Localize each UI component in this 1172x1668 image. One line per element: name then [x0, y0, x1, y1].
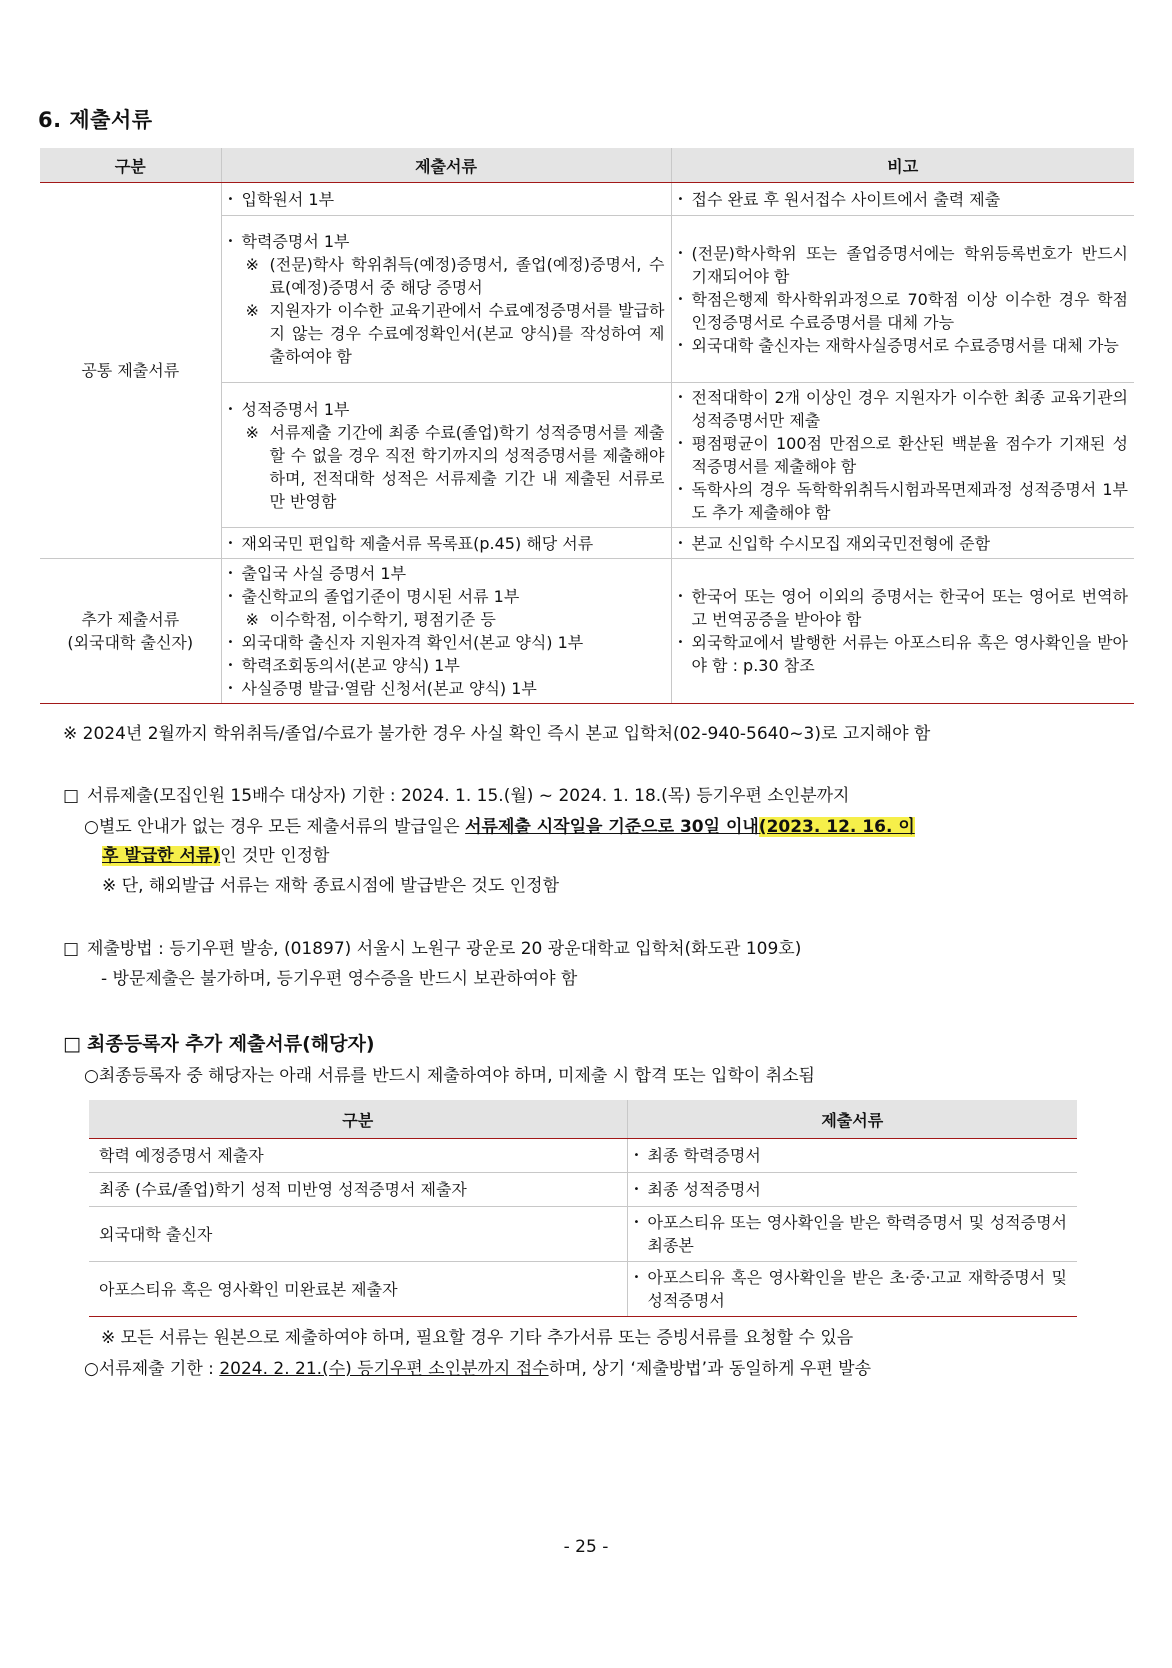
page-number: - 25 -: [563, 1537, 609, 1557]
circle-glyph: ○: [84, 817, 99, 837]
bullet-text: 평점평균이 100점 만점으로 환산된 백분율 점수가 기재된 성적증명서를 제출해야 함: [691, 434, 1128, 476]
final-title: 최종등록자 추가 제출서류(해당자): [87, 1033, 375, 1055]
note-item: [228, 253, 665, 299]
final-intro: ○최종등록자 중 해당자는 아래 서류를 반드시 제출하여야 하며, 미제출 시 합격 또는 입학이 취소됨: [84, 1066, 815, 1086]
bullet-item: [634, 1211, 1068, 1257]
original-note: ※ 모든 서류는 원본으로 제출하여야 하며, 필요할 경우 기타 추가서류 또는 증빙서류를 요청할 수 있음: [101, 1328, 854, 1348]
note-item: [228, 421, 665, 513]
bullet-text: 성적증명서 1부: [241, 399, 350, 419]
bullet-item: [678, 334, 1129, 357]
bullet-glyph: •: [227, 236, 234, 247]
table-row: [40, 559, 1134, 704]
header-documents: 제출서류: [221, 148, 671, 183]
bullet-glyph: •: [677, 293, 684, 305]
bullet-text: 한국어 또는 영어 이외의 증명서는 한국어 또는 영어로 번역하고 번역공증을 받아야 함: [691, 587, 1128, 629]
bullet-glyph: •: [677, 438, 684, 449]
bullet-glyph: •: [227, 637, 234, 648]
table-row: [89, 1173, 1077, 1207]
bullet-glyph: •: [227, 683, 234, 694]
header-category: 구분: [89, 1100, 627, 1139]
checkbox-glyph: □: [63, 939, 80, 959]
bullet-item: [228, 677, 665, 700]
category-cell: 학력 예정증명서 제출자: [89, 1139, 627, 1173]
table-row: [89, 1262, 1077, 1317]
bullet-item: [678, 478, 1129, 524]
notice-2024: ※ 2024년 2월까지 학위취득/졸업/수료가 불가한 경우 사실 확인 즉시 본교 입학처(02-940-5640~3)로 고지해야 함: [63, 724, 931, 744]
bullet-item: [228, 562, 665, 585]
bullet-item: [228, 631, 665, 654]
table-row: [89, 1207, 1077, 1262]
bullet-text: 외국학교에서 발행한 서류는 아포스티유 혹은 영사확인을 받아야 함 : p.30 참조: [691, 633, 1128, 675]
bullet-glyph: •: [227, 537, 234, 549]
documents-cell: [627, 1262, 1077, 1317]
bullet-item: [228, 585, 665, 608]
documents-cell: [221, 216, 671, 383]
circle-glyph: ○: [84, 1066, 99, 1086]
issue-date-highlight: (2023. 12. 16. 이: [758, 817, 915, 837]
note-mark: ※: [245, 610, 259, 629]
bullet-item: [678, 585, 1129, 631]
documents-cell: [221, 183, 671, 216]
issue-date-highlight-cont: 후 발급한 서류): [102, 846, 221, 866]
category-cell: 추가 제출서류 (외국대학 출신자): [40, 559, 221, 704]
note-mark: ※: [245, 422, 259, 442]
bullet-glyph: •: [227, 660, 234, 671]
bullet-item: [678, 288, 1129, 334]
remarks-cell: [671, 383, 1134, 528]
documents-cell: [221, 383, 671, 528]
bullet-text: 출신학교의 졸업기준이 명시된 서류 1부: [241, 587, 520, 606]
bullet-item: [634, 1178, 1068, 1201]
bullet-glyph: •: [227, 568, 234, 579]
bullet-text: 최종 성적증명서: [647, 1180, 761, 1199]
note-item: [228, 608, 665, 631]
bullet-text: 입학원서 1부: [241, 189, 335, 209]
remarks-cell: [671, 216, 1134, 383]
bullet-glyph: •: [677, 247, 684, 259]
section-title: 6. 제출서류: [38, 108, 153, 132]
header-category: 구분: [40, 148, 221, 183]
method-line: [63, 937, 801, 961]
note-item: [228, 299, 665, 368]
bullet-text: 독학사의 경우 독학학위취득시험과목면제과정 성적증명서 1부도 추가 제출해야 함: [691, 480, 1128, 522]
bullet-text: 최종 학력증명서: [647, 1146, 761, 1165]
final-deadline: ○서류제출 기한 : 2024. 2. 21.(수) 등기우편 소인분까지 접수하며, 상기 ‘제출방법’과 동일하게 우편 발송: [84, 1359, 872, 1379]
bullet-glyph: •: [633, 1217, 640, 1228]
bullet-glyph: •: [677, 193, 684, 205]
bullet-glyph: •: [677, 392, 684, 403]
bullet-text: 출입국 사실 증명서 1부: [241, 564, 407, 583]
bullet-glyph: •: [633, 1272, 640, 1283]
bullet-text: 접수 완료 후 원서접수 사이트에서 출력 제출: [691, 189, 1001, 209]
table-row: [89, 1139, 1077, 1173]
category-cell: 외국대학 출신자: [89, 1207, 627, 1262]
bullet-text: 재외국민 편입학 제출서류 목록표(p.45) 해당 서류: [241, 533, 594, 553]
documents-cell: [627, 1173, 1077, 1207]
note-text: 지원자가 이수한 교육기관에서 수료예정증명서를 발급하지 않는 경우 수료예정확인서(본교 양식)를 작성하여 제출하여야 함: [269, 301, 665, 366]
bullet-text: 학력증명서 1부: [241, 232, 350, 251]
table-row: [40, 183, 1134, 216]
category-cell: 아포스티유 혹은 영사확인 미완료본 제출자: [89, 1262, 627, 1317]
bullet-glyph: •: [677, 484, 684, 495]
final-deadline-date: 2024. 2. 21.(수) 등기우편 소인분까지 접수: [219, 1359, 549, 1379]
bullet-item: [228, 188, 665, 211]
documents-cell: [627, 1139, 1077, 1173]
bullet-item: [678, 386, 1129, 432]
bullet-glyph: •: [227, 403, 234, 415]
issue-date-emphasis: 서류제출 시작일을 기준으로 30일 이내: [465, 817, 759, 837]
header-documents: 제출서류: [627, 1100, 1077, 1139]
checkbox-glyph: □: [63, 1033, 81, 1055]
documents-cell: [627, 1207, 1077, 1262]
category-cell: 최종 (수료/졸업)학기 성적 미반영 성적증명서 제출자: [89, 1173, 627, 1207]
issue-date-line-1: ○별도 안내가 없는 경우 모든 제출서류의 발급일은 서류제출 시작일을 기준으로 30일 이내(2023. 12. 16. 이: [84, 817, 915, 837]
bullet-glyph: •: [677, 339, 684, 351]
bullet-text: 사실증명 발급·열람 신청서(본교 양식) 1부: [241, 679, 537, 698]
bullet-item: [228, 532, 665, 555]
method-text: 제출방법 : 등기우편 발송, (01897) 서울시 노원구 광운로 20 광운대학교 입학처(화도관 109호): [87, 939, 802, 959]
bullet-text: 전적대학이 2개 이상인 경우 지원자가 이수한 최종 교육기관의 성적증명서만 제출: [691, 388, 1128, 430]
documents-cell: [221, 528, 671, 559]
bullet-item: [678, 242, 1129, 288]
final-documents-table: [89, 1100, 1077, 1317]
bullet-item: [228, 654, 665, 677]
method-sub: - 방문제출은 불가하며, 등기우편 영수증을 반드시 보관하여야 함: [101, 969, 578, 989]
issue-date-line-2: 후 발급한 서류)인 것만 인정함: [102, 846, 330, 866]
category-cell: 공통 제출서류: [40, 183, 221, 559]
bullet-item: [228, 230, 665, 253]
bullet-glyph: •: [677, 637, 684, 648]
remarks-cell: [671, 528, 1134, 559]
note-mark: ※: [245, 255, 259, 274]
bullet-text: 외국대학 출신자 지원자격 확인서(본교 양식) 1부: [241, 633, 584, 652]
bullet-glyph: •: [227, 591, 234, 602]
bullet-text: 학점은행제 학사학위과정으로 70학점 이상 이수한 경우 학점인정증명서로 수료증명서를 대체 가능: [691, 289, 1128, 332]
remarks-cell: [671, 183, 1134, 216]
circle-glyph: ○: [84, 1359, 99, 1379]
checkbox-glyph: □: [63, 786, 80, 806]
bullet-text: 학력조회동의서(본교 양식) 1부: [241, 656, 460, 675]
bullet-glyph: •: [677, 537, 684, 549]
bullet-item: [228, 398, 665, 421]
remarks-cell: [671, 559, 1134, 704]
note-text: 서류제출 기간에 최종 수료(졸업)학기 성적증명서를 제출할 수 없을 경우 직전 학기까지의 성적증명서를 제출해야 하며, 전적대학 성적은 서류제출 기간 내 제출된 서류로만 반영함: [269, 422, 665, 511]
bullet-glyph: •: [633, 1150, 640, 1161]
bullet-item: [634, 1266, 1068, 1312]
bullet-item: [678, 188, 1129, 211]
documents-table: [40, 148, 1134, 704]
bullet-glyph: •: [227, 193, 234, 205]
deadline-text: 서류제출(모집인원 15배수 대상자) 기한 : 2024. 1. 15.(월) ~ 2024. 1. 18.(목) 등기우편 소인분까지: [87, 786, 850, 806]
note-text: (전문)학사 학위취득(예정)증명서, 졸업(예정)증명서, 수료(예정)증명서 중 해당 증명서: [269, 255, 665, 297]
bullet-text: 아포스티유 또는 영사확인을 받은 학력증명서 및 성적증명서 최종본: [647, 1213, 1067, 1255]
documents-cell: [221, 559, 671, 704]
bullet-text: 외국대학 출신자는 재학사실증명서로 수료증명서를 대체 가능: [691, 335, 1119, 355]
note-mark: ※: [245, 301, 259, 320]
note-text: 이수학점, 이수학기, 평점기준 등: [269, 610, 496, 629]
header-remarks: 비고: [671, 148, 1134, 183]
bullet-glyph: •: [677, 591, 684, 602]
bullet-item: [678, 631, 1129, 677]
bullet-text: 본교 신입학 수시모집 재외국민전형에 준함: [691, 533, 991, 553]
overseas-note: ※ 단, 해외발급 서류는 재학 종료시점에 발급받은 것도 인정함: [102, 876, 560, 896]
deadline-line: [63, 784, 849, 808]
bullet-item: [634, 1144, 1068, 1167]
bullet-item: [678, 432, 1129, 478]
bullet-text: (전문)학사학위 또는 졸업증명서에는 학위등록번호가 반드시 기재되어야 함: [691, 243, 1128, 286]
bullet-item: [678, 532, 1129, 555]
bullet-text: 아포스티유 혹은 영사확인을 받은 초·중·고교 재학증명서 및 성적증명서: [647, 1268, 1067, 1310]
bullet-glyph: •: [633, 1184, 640, 1195]
final-title-line: [63, 1032, 375, 1057]
